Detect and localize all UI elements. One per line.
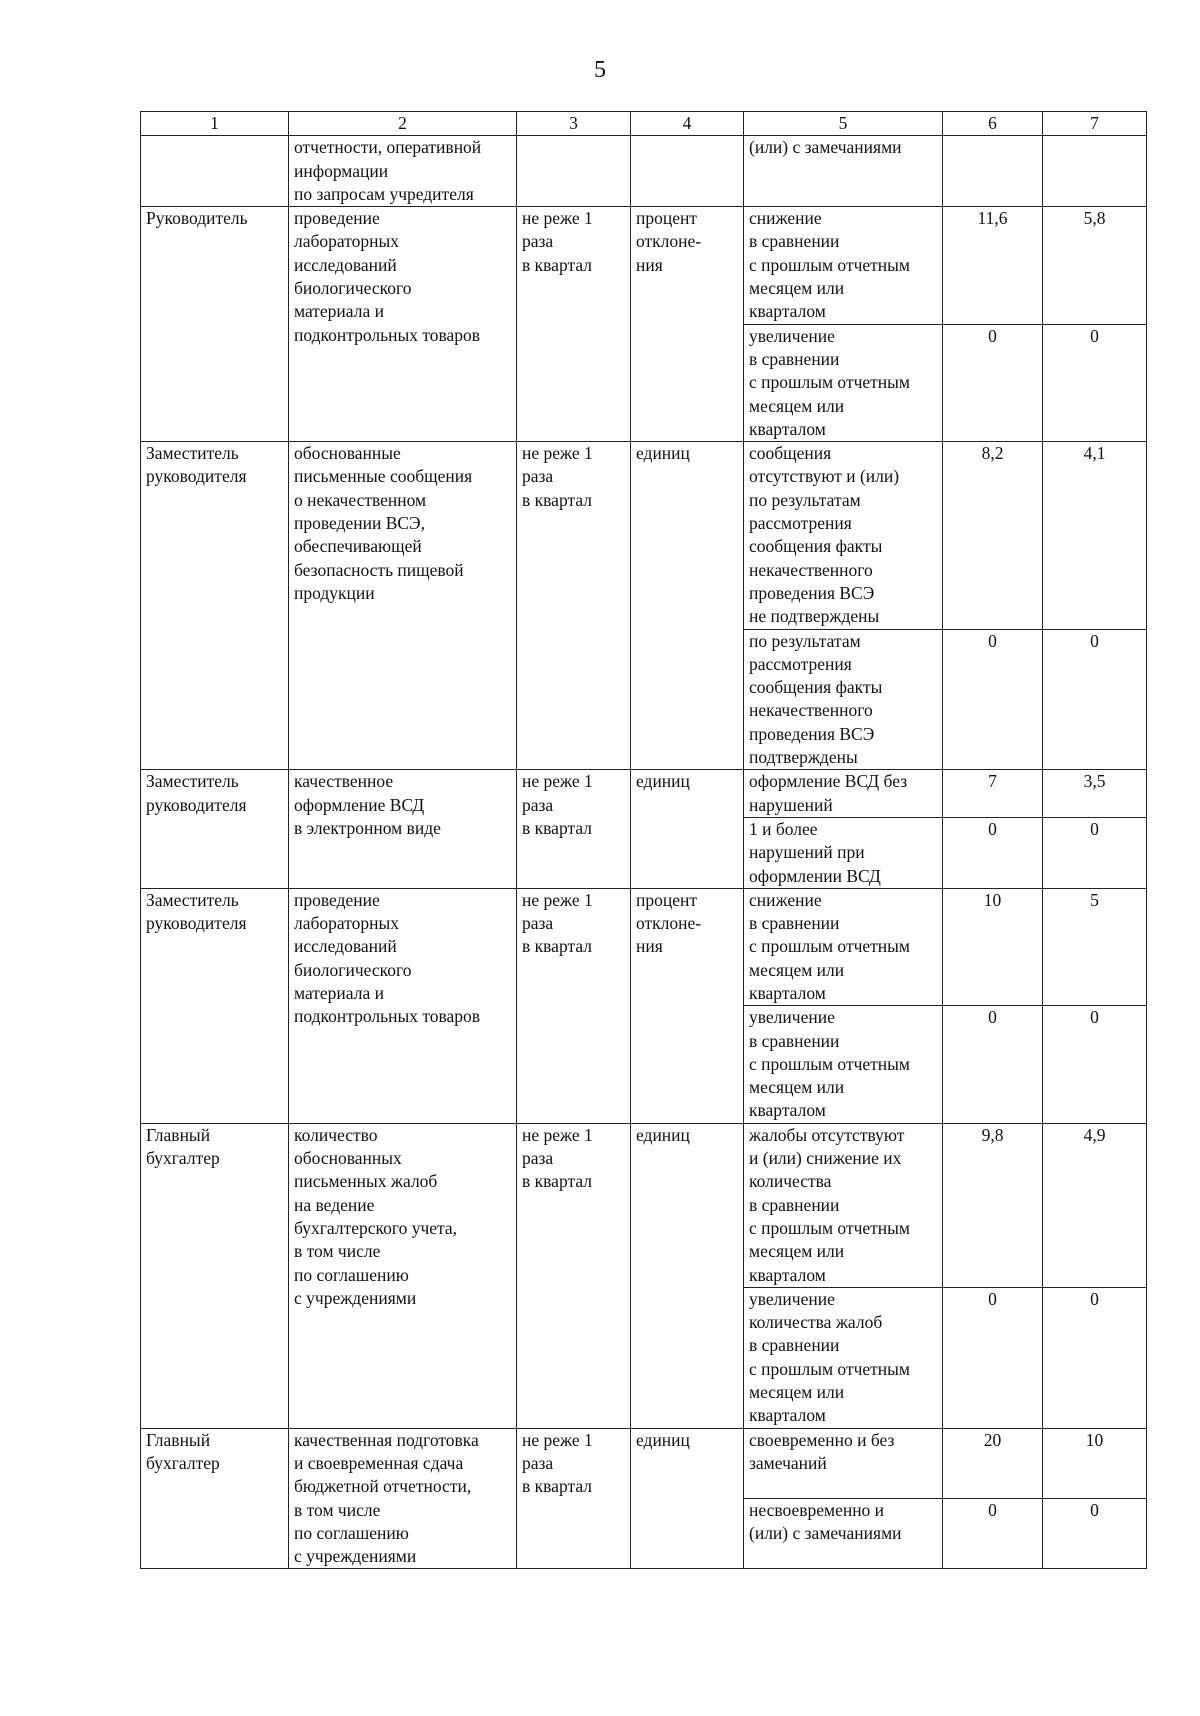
score-cell: 0 xyxy=(943,817,1043,888)
score-cell: 11,6 xyxy=(943,207,1043,324)
score-cell: 9,8 xyxy=(943,1123,1043,1287)
score-cell: 0 xyxy=(943,1006,1043,1123)
frequency-cell: не реже 1 раза в квартал xyxy=(517,1428,631,1569)
criterion-cell: 1 и более нарушений при оформлении ВСД xyxy=(744,817,943,888)
column-header: 5 xyxy=(744,112,943,136)
criterion-cell: оформление ВСД без нарушений xyxy=(744,770,943,818)
score-cell: 10 xyxy=(943,888,1043,1005)
score-cell: 8,2 xyxy=(943,442,1043,629)
table-row xyxy=(141,770,1147,818)
frequency-cell: не реже 1 раза в квартал xyxy=(517,770,631,888)
criterion-cell: увеличение в сравнении с прошлым отчетным месяцем или кварталом xyxy=(744,1006,943,1123)
frequency-cell: не реже 1 раза в квартал xyxy=(517,1123,631,1428)
payment-cell: 3,5 xyxy=(1043,770,1147,818)
column-header: 3 xyxy=(517,112,631,136)
payment-cell: 0 xyxy=(1043,1006,1147,1123)
page-number: 5 xyxy=(594,57,606,83)
column-header: 4 xyxy=(631,112,744,136)
table-row xyxy=(141,888,1147,1005)
payment-cell: 0 xyxy=(1043,817,1147,888)
payment-cell: 5,8 xyxy=(1043,207,1147,324)
unit-cell: единиц xyxy=(631,442,744,770)
column-header: 7 xyxy=(1043,112,1147,136)
indicator-cell: качественная подготовка и своевременная сдача бюджетной отчетности, в том числе по соглашению с учреждениями xyxy=(289,1428,517,1569)
criterion-cell: (или) с замечаниями xyxy=(744,136,943,207)
unit-cell: процент отклоне- ния xyxy=(631,207,744,442)
unit-cell xyxy=(631,136,744,207)
score-cell: 0 xyxy=(943,1287,1043,1428)
unit-cell: единиц xyxy=(631,770,744,888)
table-row xyxy=(141,207,1147,324)
unit-cell: единиц xyxy=(631,1428,744,1569)
criterion-cell: увеличение в сравнении с прошлым отчетным месяцем или кварталом xyxy=(744,324,943,441)
frequency-cell: не реже 1 раза в квартал xyxy=(517,207,631,442)
payment-cell: 0 xyxy=(1043,629,1147,770)
score-cell xyxy=(943,136,1043,207)
score-cell: 0 xyxy=(943,1499,1043,1569)
position-cell xyxy=(141,136,289,207)
position-cell: Главный бухгалтер xyxy=(141,1123,289,1428)
criterion-cell: увеличение количества жалоб в сравнении с прошлым отчетным месяцем или кварталом xyxy=(744,1287,943,1428)
indicator-cell: обоснованные письменные сообщения о некачественном проведении ВСЭ, обеспечивающей безопасность пищевой продукции xyxy=(289,442,517,770)
column-header: 1 xyxy=(141,112,289,136)
position-cell: Заместитель руководителя xyxy=(141,888,289,1123)
frequency-cell xyxy=(517,136,631,207)
criterion-cell: жалобы отсутствуют и (или) снижение их количества в сравнении с прошлым отчетным месяцем или кварталом xyxy=(744,1123,943,1287)
table-row xyxy=(141,1428,1147,1498)
payment-cell: 0 xyxy=(1043,324,1147,441)
indicator-cell: проведение лабораторных исследований биологического материала и подконтрольных товаров xyxy=(289,888,517,1123)
payment-cell: 5 xyxy=(1043,888,1147,1005)
position-cell: Заместитель руководителя xyxy=(141,770,289,888)
unit-cell: единиц xyxy=(631,1123,744,1428)
payment-cell: 10 xyxy=(1043,1428,1147,1498)
score-cell: 7 xyxy=(943,770,1043,818)
column-header: 2 xyxy=(289,112,517,136)
criterion-cell: несвоевременно и (или) с замечаниями xyxy=(744,1499,943,1569)
frequency-cell: не реже 1 раза в квартал xyxy=(517,442,631,770)
indicator-cell: качественное оформление ВСД в электронном виде xyxy=(289,770,517,888)
score-cell: 20 xyxy=(943,1428,1043,1498)
criterion-cell: сообщения отсутствуют и (или) по результатам рассмотрения сообщения факты некачественного проведения ВСЭ не подтверждены xyxy=(744,442,943,629)
criterion-cell: по результатам рассмотрения сообщения факты некачественного проведения ВСЭ подтверждены xyxy=(744,629,943,770)
position-cell: Главный бухгалтер xyxy=(141,1428,289,1569)
criterion-cell: своевременно и без замечаний xyxy=(744,1428,943,1498)
criterion-cell: снижение в сравнении с прошлым отчетным месяцем или кварталом xyxy=(744,888,943,1005)
criteria-table xyxy=(140,111,1147,1569)
position-cell: Руководитель xyxy=(141,207,289,442)
payment-cell: 4,1 xyxy=(1043,442,1147,629)
score-cell: 0 xyxy=(943,324,1043,441)
table-row xyxy=(141,136,1147,207)
payment-cell: 0 xyxy=(1043,1499,1147,1569)
indicator-cell: количество обоснованных письменных жалоб на ведение бухгалтерского учета, в том числе по соглашению с учреждениями xyxy=(289,1123,517,1428)
header-row xyxy=(141,112,1147,136)
indicator-cell: проведение лабораторных исследований биологического материала и подконтрольных товаров xyxy=(289,207,517,442)
position-cell: Заместитель руководителя xyxy=(141,442,289,770)
payment-cell xyxy=(1043,136,1147,207)
table-row xyxy=(141,442,1147,629)
payment-cell: 0 xyxy=(1043,1287,1147,1428)
payment-cell: 4,9 xyxy=(1043,1123,1147,1287)
column-header: 6 xyxy=(943,112,1043,136)
score-cell: 0 xyxy=(943,629,1043,770)
unit-cell: процент отклоне- ния xyxy=(631,888,744,1123)
table-row xyxy=(141,1123,1147,1287)
frequency-cell: не реже 1 раза в квартал xyxy=(517,888,631,1123)
criterion-cell: снижение в сравнении с прошлым отчетным месяцем или кварталом xyxy=(744,207,943,324)
indicator-cell: отчетности, оперативной информации по запросам учредителя xyxy=(289,136,517,207)
